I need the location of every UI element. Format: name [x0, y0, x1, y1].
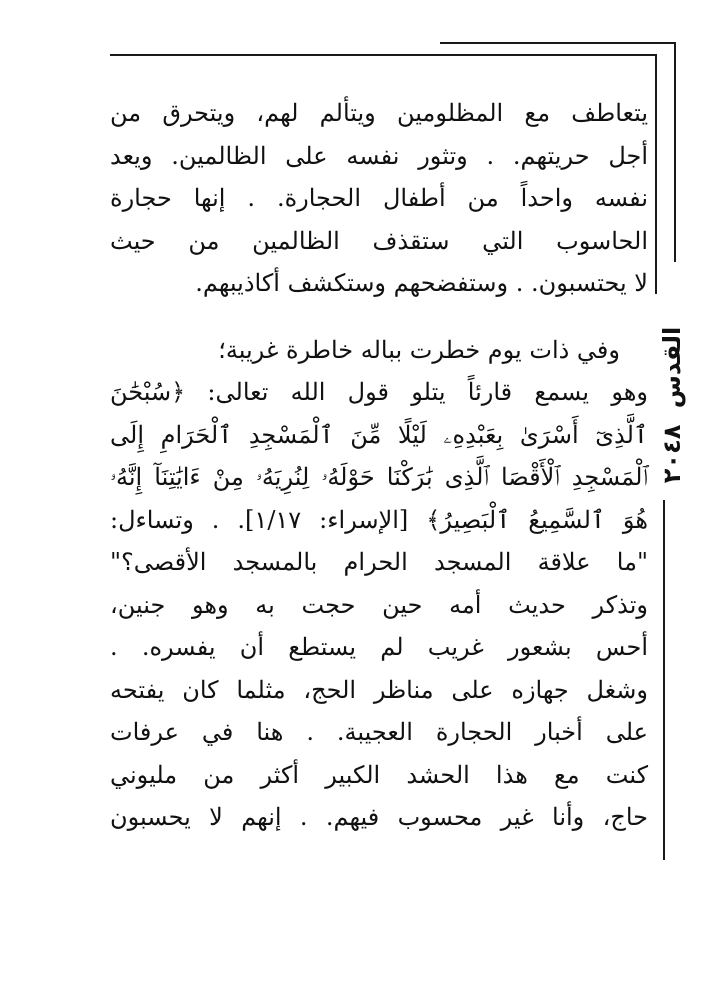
book-title: القدس	[658, 326, 687, 409]
text-line: وتذكر حديث أمه حين حجت به وهو جنين،	[110, 590, 648, 619]
text-line: "ما علاقة المسجد الحرام بالمسجد الأقصى؟"	[110, 548, 648, 576]
page-number: ٢٠٤٨	[658, 424, 687, 484]
frame-right-outer-line	[674, 42, 676, 262]
frame-top-line	[110, 54, 655, 56]
quran-verse-line: هُوَ ٱلسَّمِيعُ ٱلْبَصِيرُ﴾ [الإسراء: ١/١٧]. . وتساءل:	[110, 505, 648, 534]
paragraph	[110, 92, 648, 305]
frame-right-lower-line	[663, 500, 665, 860]
text-line: نفسه واحداً من أطفال الحجارة. . إنها حجارة	[110, 184, 648, 212]
paragraph-gap	[110, 305, 648, 329]
body-text	[110, 92, 648, 839]
text-line: يتعاطف مع المظلومين ويتألم لهم، ويتحرق من	[110, 99, 648, 127]
text-line: أجل حريتهم. . وتثور نفسه على الظالمين. ويعد	[110, 141, 648, 170]
text-line: على أخبار الحجارة العجيبة. . هنا في عرفات	[110, 718, 648, 746]
text-line: لا يحتسبون. . وستفضحهم وستكشف أكاذيبهم.	[195, 269, 648, 297]
text-line: الحاسوب التي ستقذف الظالمين من حيث	[110, 226, 648, 255]
text-line: كنت مع هذا الحشد الكبير أكثر من مليوني	[110, 760, 648, 789]
quran-verse-line: ٱلْمَسْجِدِ ٱلْأَقْصَا ٱلَّذِى بَٰرَكْنَا حَوْلَهُۥ لِنُرِيَهُۥ مِنْ ءَايَٰتِنَآ إِنَّهُۥ	[110, 463, 648, 491]
frame-right-line	[655, 54, 657, 294]
text-line: أحس بشعور غريب لم يستطع أن يفسره. .	[110, 633, 648, 661]
text-line: وفي ذات يوم خطرت بباله خاطرة غريبة؛	[218, 335, 620, 364]
text-line: حاج، وأنا غير محسوب فيهم. . إنهم لا يحسبون	[110, 803, 648, 831]
running-header	[648, 326, 696, 484]
quran-verse-line: ٱلَّذِىٓ أَسْرَىٰ بِعَبْدِهِۦ لَيْلًا مِّنَ ٱلْمَسْجِدِ ٱلْحَرَامِ إِلَى	[110, 420, 648, 449]
text-line: وشغل جهازه على مناظر الحج، مثلما كان يفتحه	[110, 675, 648, 704]
frame-top-outer-line	[440, 42, 675, 44]
paragraph	[110, 329, 648, 839]
text-line: وهو يسمع قارئاً يتلو قول الله تعالى: ﴿سُبْحَٰنَ	[110, 378, 648, 406]
